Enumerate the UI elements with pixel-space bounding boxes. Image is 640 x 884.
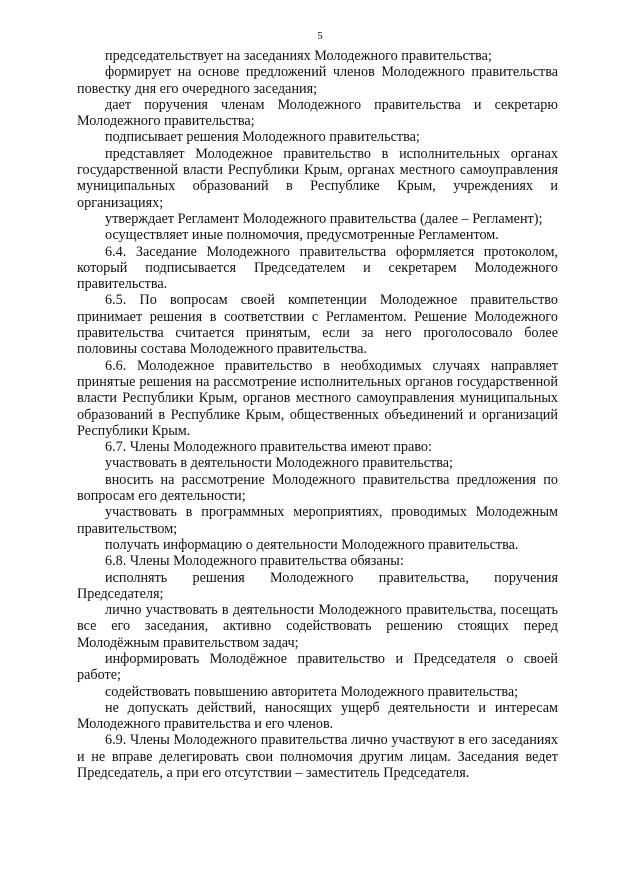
paragraph: участвовать в программных мероприятиях, проводимых Молодежным правительством; [77, 504, 558, 537]
paragraph: лично участвовать в деятельности Молодежного правительства, посещать все его заседания, активно содействовать решению стоящих перед Молодёжным правительством задач; [77, 602, 558, 651]
paragraph-section-6-8: 6.8. Члены Молодежного правительства обязаны: [105, 553, 404, 570]
paragraph: формирует на основе предложений членов Молодежного правительства повестку дня его очередного заседания; [77, 64, 558, 97]
paragraph: представляет Молодежное правительство в исполнительных органах государственной власти Республики Крым, органах местного самоуправления муниципальных образований в Республике Крым, учреждениях и организациях; [77, 145, 558, 211]
document-body [77, 48, 558, 781]
paragraph: осуществляет иные полномочия, предусмотренные Регламентом. [105, 227, 499, 244]
paragraph: участвовать в деятельности Молодежного правительства; [105, 455, 454, 472]
paragraph: вносить на рассмотрение Молодежного правительства предложения по вопросам его деятельности; [77, 471, 558, 505]
paragraph: утверждает Регламент Молодежного правительства (далее – Регламент); [105, 210, 543, 227]
paragraph-section-6-6: 6.6. Молодежное правительство в необходимых случаях направляет принятые решения на рассмотрение исполнительных органов государственной власти Республики Крым, органов местного самоуправления муниципальных образований в Республике Крым, общественных объединений и организаций Республики Крым. [77, 357, 558, 439]
paragraph-section-6-7: 6.7. Члены Молодежного правительства имеют право: [105, 439, 432, 456]
paragraph: информировать Молодёжное правительство и Председателя о своей работе; [77, 650, 558, 684]
paragraph: дает поручения членам Молодежного правительства и секретарю Молодежного правительства; [77, 96, 558, 130]
paragraph: не допускать действий, наносящих ущерб деятельности и интересам Молодежного правительства и его членов. [77, 699, 558, 733]
paragraph-section-6-5: 6.5. По вопросам своей компетенции Молодежное правительство принимает решения в соответствии с Регламентом. Решение Молодежного правительства считается принятым, если за него проголосовало более половины состава Молодежного правительства. [77, 292, 558, 358]
paragraph-section-6-4: 6.4. Заседание Молодежного правительства оформляется протоколом, который подписывается Председателем и секретарем Молодежного правительства. [77, 243, 558, 293]
paragraph: подписывает решения Молодежного правительства; [105, 129, 420, 146]
paragraph: председательствует на заседаниях Молодежного правительства; [105, 48, 492, 64]
paragraph: содействовать повышению авторитета Молодежного правительства; [105, 683, 519, 700]
page-number: 5 [317, 30, 323, 42]
paragraph: получать информацию о деятельности Молодежного правительства. [105, 536, 519, 553]
paragraph: исполнять решения Молодежного правительства, поручения Председателя; [77, 569, 558, 602]
paragraph-section-6-9: 6.9. Члены Молодежного правительства лично участвуют в его заседаниях и не вправе делегировать свои полномочия другим лицам. Заседания ведет Председатель, а при его отсутствии – заместитель Председателя. [77, 732, 558, 782]
